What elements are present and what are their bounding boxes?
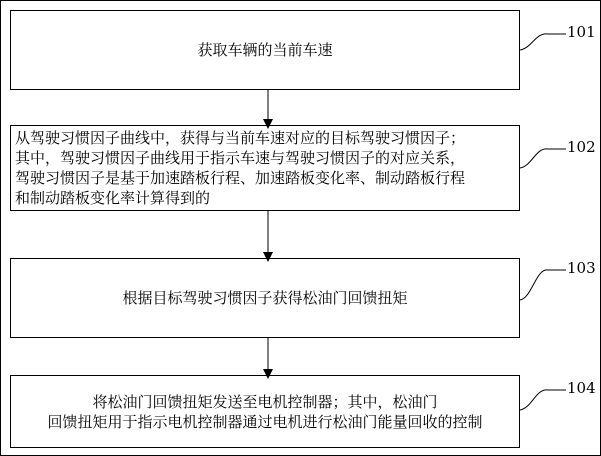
step-label-103: 103 — [567, 259, 596, 277]
step-text-102: 从驾驶习惯因子曲线中，获得与当前车速对应的目标驾驶习惯因子； 其中，驾驶习惯因子曲线用于指示车速与驾驶习惯因子的对应关系， 驾驶习惯因子是基于加速踏板行程、加速踏板变化率、制动踏板行程 和制动踏板变化率计算得到的 — [15, 129, 466, 207]
step-label-104: 104 — [567, 379, 596, 397]
leader-line-104 — [520, 390, 566, 410]
step-text-104: 将松油门回馈扭矩发送至电机控制器；其中，松油门 回馈扭矩用于指示电机控制器通过电机进行松油门能量回收的控制 — [47, 392, 483, 431]
leader-line-101 — [520, 34, 566, 50]
step-text-103: 根据目标驾驶习惯因子获得松油门回馈扭矩 — [122, 289, 408, 307]
leader-line-102 — [520, 149, 566, 168]
leader-line-103 — [520, 270, 566, 300]
step-label-101: 101 — [567, 23, 596, 41]
step-text-101: 获取车辆的当前车速 — [197, 41, 333, 59]
step-label-102: 102 — [567, 138, 596, 156]
